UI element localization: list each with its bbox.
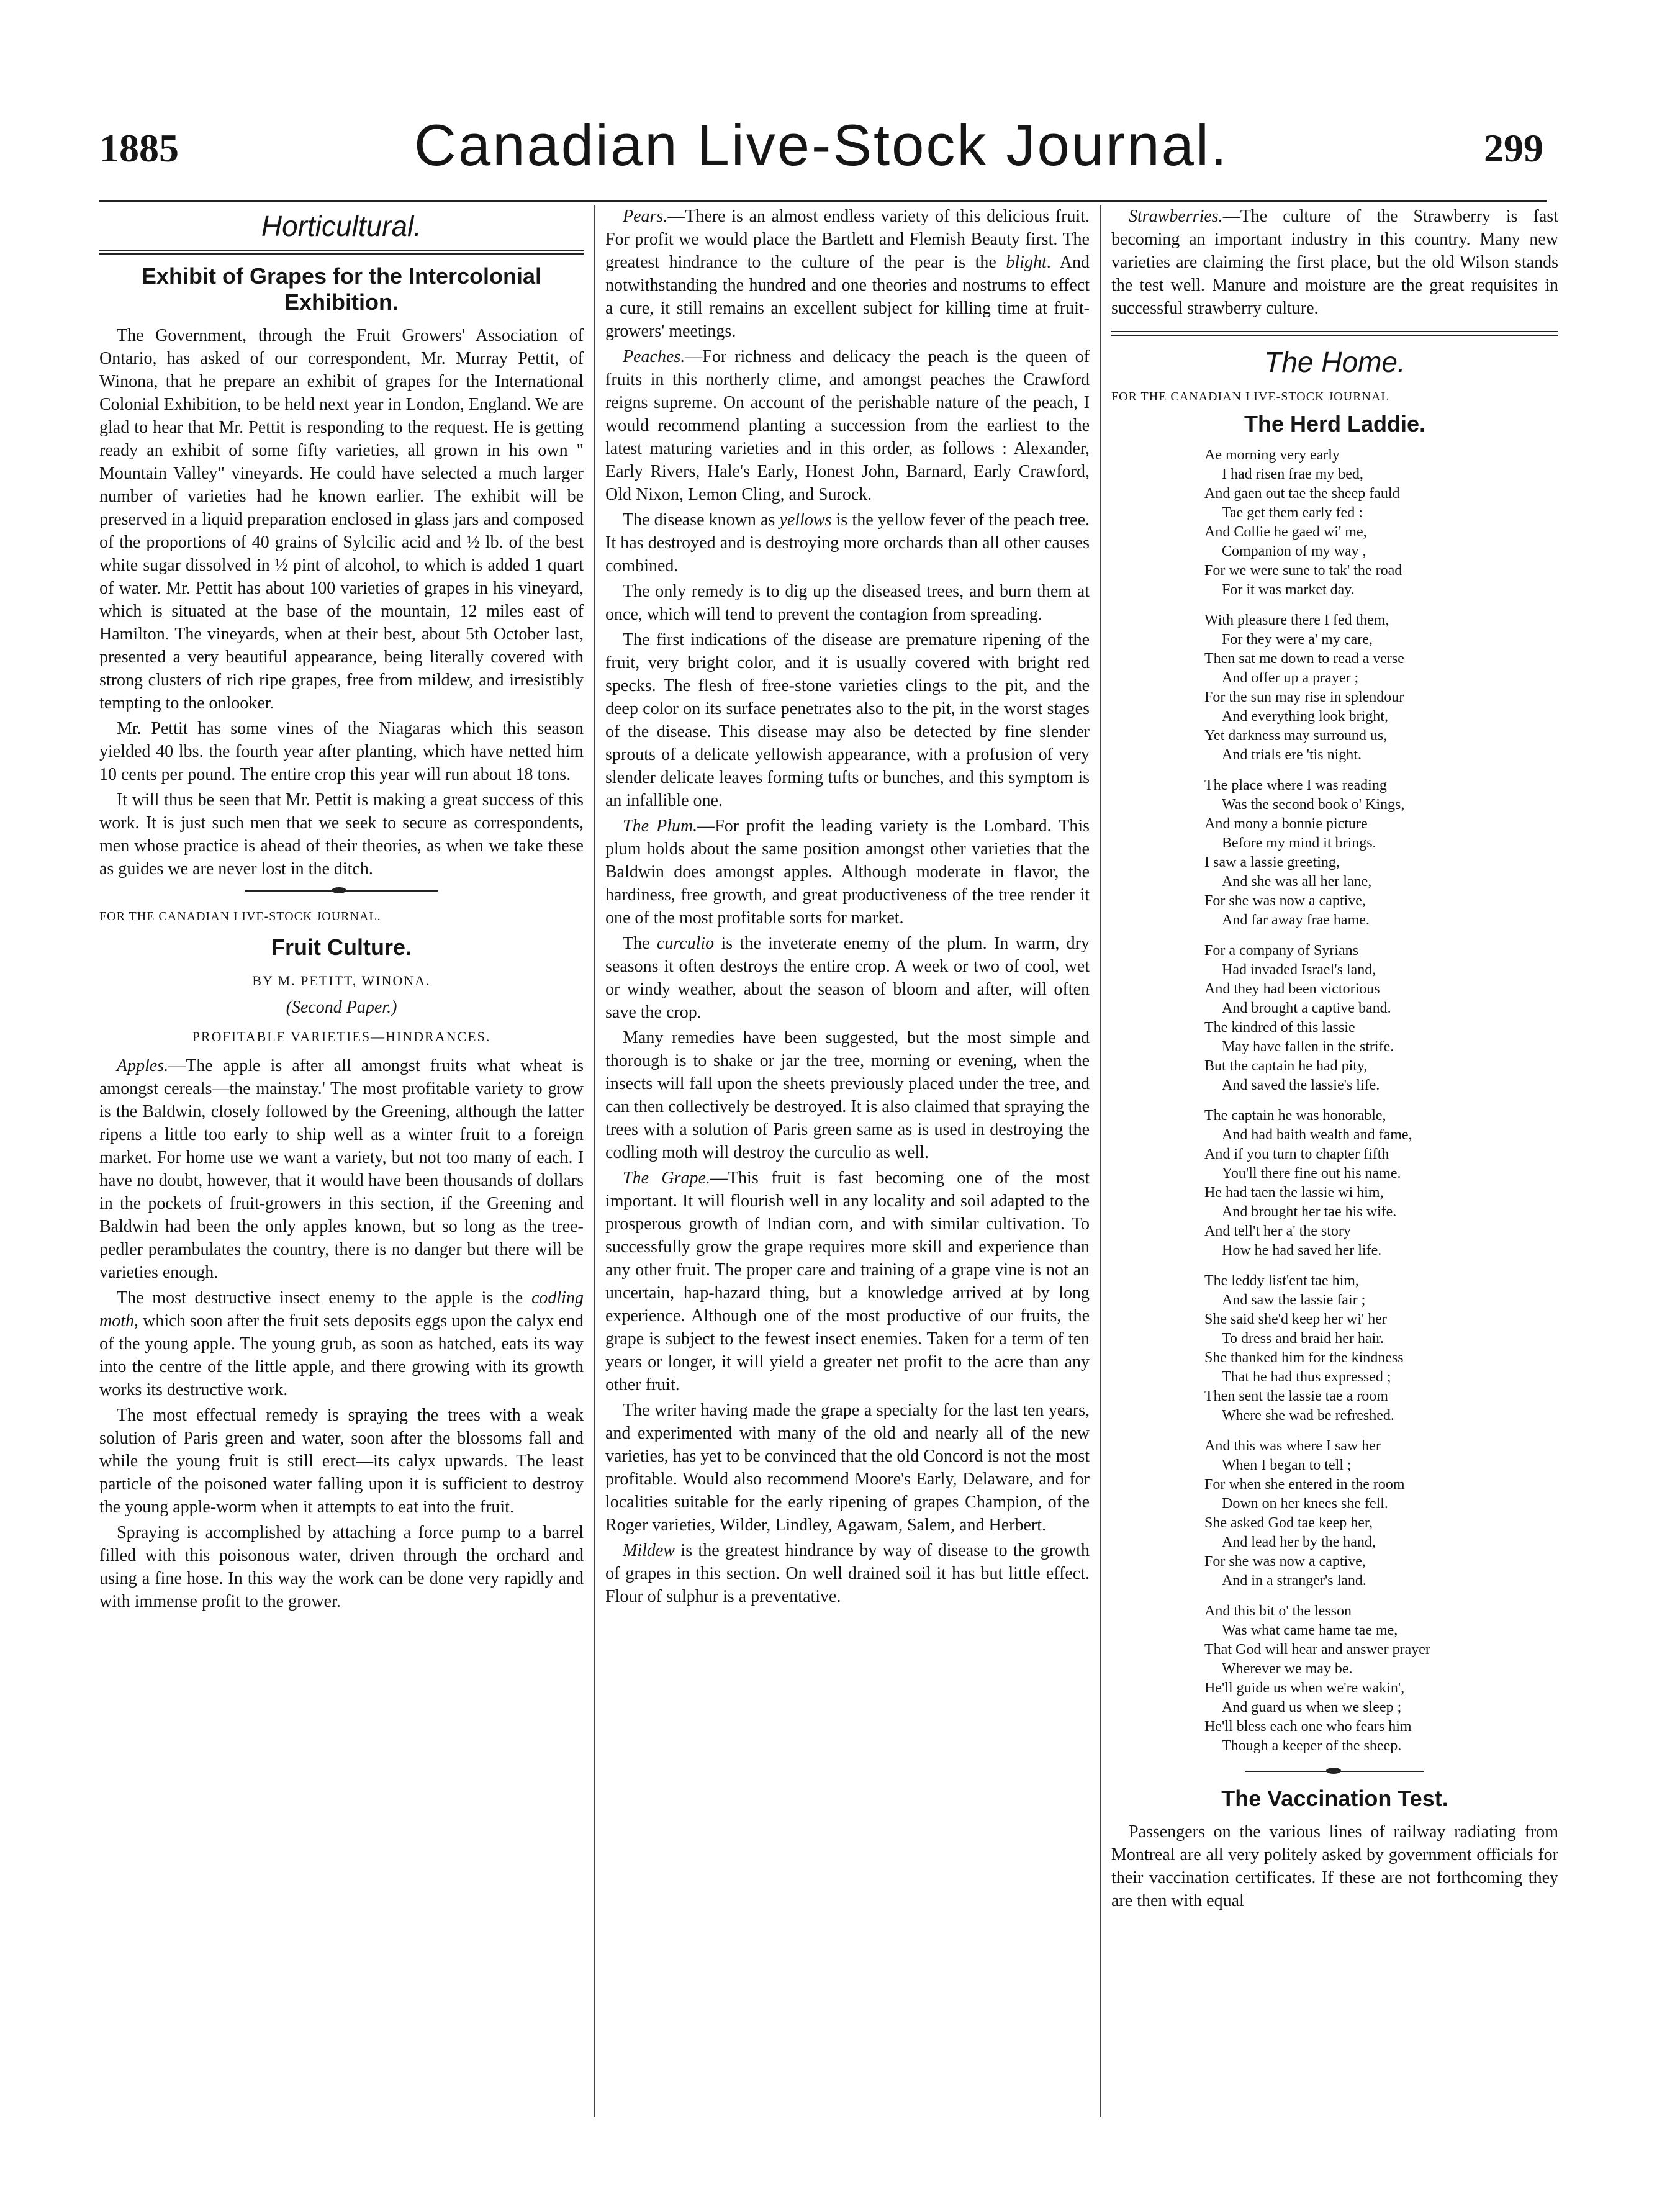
poem-line: And she was all her lane, xyxy=(1222,874,1372,890)
paragraph-text: The xyxy=(623,934,657,953)
poem-line: And this bit o' the lesson xyxy=(1204,1603,1352,1619)
poem-line: When I began to tell ; xyxy=(1222,1457,1352,1473)
paragraph-text: —The apple is after all amongst fruits what wheat is amongst cereals—the mainstay.' The most profitable variety to grow is the Baldwin, closely followed by the Greening, although the latter ripens a little too early to ship well as a winter fruit to a foreign market. For home use we want a variety, but not too many of each. I have no doubt, however, that it would have been thousands of dollars in the pockets of fruit-growers in this section, if the Greening and Baldwin had been the only apples known, but so long as the tree-pedler perambulates the country, there is no danger but there will be varieties enough. xyxy=(99,1056,584,1282)
paragraph-text: The disease known as xyxy=(623,510,780,530)
poem-line: Had invaded Israel's land, xyxy=(1222,962,1376,978)
poem-line: Down on her knees she fell. xyxy=(1222,1496,1388,1512)
inline-italic: yellows xyxy=(779,510,832,530)
paragraph-text: is the inveterate enemy of the plum. In warm, dry seasons it often destroys the entire crop. A week or two of cool, wet or windy weather, about the season of bloom and after, will often save the crop. xyxy=(605,934,1090,1022)
column-1 xyxy=(99,205,584,1615)
poem-stanza xyxy=(1204,776,1558,930)
poem-line: And brought her tae his wife. xyxy=(1222,1204,1397,1220)
poem-stanza xyxy=(1204,1106,1558,1260)
lead-label: Mildew xyxy=(623,1541,675,1560)
poem-line: And Collie he gaed wi' me, xyxy=(1204,524,1367,540)
poem-line: And trials ere 'tis night. xyxy=(1222,747,1362,763)
poem-line: She said she'd keep her wi' her xyxy=(1204,1311,1387,1327)
paragraph-text: is the greatest hindrance by way of disease to the growth of grapes in this section. On well drained soil it has but little effect. Flour of sulphur is a preventative. xyxy=(605,1541,1090,1606)
paragraph-strawberries xyxy=(1111,205,1558,320)
masthead xyxy=(99,93,1543,205)
paragraph-curculio xyxy=(605,932,1090,1024)
poem-line: For a company of Syrians xyxy=(1204,942,1358,959)
article-heading-fruit-culture: Fruit Culture. xyxy=(271,934,412,960)
poem-line: Companion of my way , xyxy=(1222,543,1366,559)
poem-line: For when she entered in the room xyxy=(1204,1476,1405,1493)
lead-label: Pears. xyxy=(623,207,668,226)
lead-label: Apples. xyxy=(117,1056,169,1075)
poem-line: Tae get them early fed : xyxy=(1222,505,1363,521)
poem-line: Then sat me down to read a verse xyxy=(1204,651,1404,667)
poem-line: To dress and braid her hair. xyxy=(1222,1331,1384,1347)
poem-line: The captain he was honorable, xyxy=(1204,1108,1386,1124)
poem-body xyxy=(1204,446,1558,1756)
inline-italic: curculio xyxy=(656,934,715,953)
paragraph-text: is the yellow fever of the peach tree. It has destroyed and is destroying more orchards than all other causes combined. xyxy=(605,510,1090,576)
poem-line: Wherever we may be. xyxy=(1222,1661,1353,1677)
poem-line: Then sent the lassie tae a room xyxy=(1204,1388,1388,1404)
section-rule xyxy=(99,250,584,255)
poem-stanza xyxy=(1204,1602,1558,1756)
paragraph-yellows xyxy=(605,508,1090,577)
paragraph-peaches xyxy=(605,345,1090,506)
paragraph-plum xyxy=(605,815,1090,929)
paragraph-pears xyxy=(605,205,1090,343)
poem-line: And mony a bonnie picture xyxy=(1204,816,1368,832)
poem-line: How he had saved her life. xyxy=(1222,1242,1382,1258)
paragraph-text: , which soon after the fruit sets deposits eggs upon the calyx end of the young apple. The young grub, as soon as hatched, eats its way into the centre of the little apple, and there growing with its growth works its destructive work. xyxy=(99,1311,584,1399)
poem-line: Ae morning very early xyxy=(1204,447,1340,463)
paragraph: Spraying is accomplished by attaching a force pump to a barrel filled with this poisonous water, driven through the orchard and using a fine hose. In this way the work can be done very rapidly and with immense profit to the grower. xyxy=(99,1523,584,1611)
poem-line: Though a keeper of the sheep. xyxy=(1222,1738,1402,1754)
poem-line: For it was market day. xyxy=(1222,582,1355,598)
ornament-divider xyxy=(99,887,584,895)
article-subtitle: (Second Paper.) xyxy=(286,998,397,1017)
paragraph-text: —For profit the leading variety is the Lombard. This plum holds about the same position amongst other varieties that the Baldwin does amongst apples. Although moderate in flavor, the hardiness, free growth, and great productiveness of the tree render it one of the most profitable sorts for market. xyxy=(605,816,1090,928)
poem-line: The kindred of this lassie xyxy=(1204,1019,1355,1036)
article-credit: FOR THE CANADIAN LIVE-STOCK JOURNAL. xyxy=(99,910,381,923)
lead-label: The Grape. xyxy=(623,1168,710,1188)
section-title-home: The Home. xyxy=(1264,346,1406,378)
poem-line: And if you turn to chapter fifth xyxy=(1204,1146,1389,1162)
column-2 xyxy=(605,205,1090,1611)
inline-italic: codling moth xyxy=(99,1288,584,1331)
lead-label: Peaches. xyxy=(623,347,685,366)
poem-line: Where she wad be refreshed. xyxy=(1222,1408,1394,1424)
issue-year: 1885 xyxy=(99,126,179,170)
paragraph: The only remedy is to dig up the diseased trees, and burn them at once, which will tend to prevent the contagion from spreading. xyxy=(605,582,1090,624)
poem-line: And offer up a prayer ; xyxy=(1222,670,1359,686)
poem-line: I had risen frae my bed, xyxy=(1222,466,1363,482)
poem-line: And brought a captive band. xyxy=(1222,1000,1391,1016)
poem-stanza xyxy=(1204,941,1558,1095)
poem-line: With pleasure there I fed them, xyxy=(1204,612,1389,628)
poem-line: And gaen out tae the sheep fauld xyxy=(1204,486,1400,502)
paragraph: The first indications of the disease are premature ripening of the fruit, very bright color, and it is usually covered with bright red specks. The flesh of free-stone varieties clings to the pit, and the deep color on its surface penetrates also to the pit, in the worst stages of the disease. This disease may also be detected by fine slender sprouts of a delicate yellowish appearance, with a profusion of very slender delicate leaves forming tufts or bunches, and this symptom is an infallible one. xyxy=(605,630,1090,810)
poem-credit: FOR THE CANADIAN LIVE-STOCK JOURNAL xyxy=(1111,390,1389,404)
poem-line: And everything look bright, xyxy=(1222,708,1388,725)
paragraph-text: —For richness and delicacy the peach is the queen of fruits in this northerly clime, and amongst peaches the Crawford reigns supreme. On account of the perishable nature of the peach, I would recommend planting a succession from the earliest to the latest maturing varieties and in this order, as follows : Alexander, Early Rivers, Hale's Early, Honest John, Barnard, Early Crawford, Old Nixon, Lemon Cling, and Surock. xyxy=(605,347,1090,504)
paragraph: Passengers on the various lines of railway radiating from Montreal are all very politely asked by government officials for their vaccination certificates. If these are not forthcoming they are then with equal xyxy=(1111,1822,1558,1910)
poem-line: Yet darkness may surround us, xyxy=(1204,728,1388,744)
poem-line: May have fallen in the strife. xyxy=(1222,1039,1394,1055)
paragraph-text: —The culture of the Strawberry is fast becoming an important industry in this country. Many new varieties are claiming the first place, but the old Wilson stands the test well. Manure and moisture are the great requisites in successful strawberry culture. xyxy=(1111,207,1558,318)
section-rule xyxy=(1111,331,1558,336)
poem-line: He'll guide us when we're wakin', xyxy=(1204,1680,1405,1696)
article-subhead: PROFITABLE VARIETIES—HINDRANCES. xyxy=(192,1029,491,1044)
poem-stanza xyxy=(1204,446,1558,600)
column-divider-2 xyxy=(1100,205,1101,2117)
poem-line: The place where I was reading xyxy=(1204,777,1387,793)
poem-line: He had taen the lassie wi him, xyxy=(1204,1185,1384,1201)
poem-line: For we were sune to tak' the road xyxy=(1204,563,1402,579)
article-heading-vaccination: The Vaccination Test. xyxy=(1221,1786,1448,1811)
poem-line: I saw a lassie greeting, xyxy=(1204,854,1340,870)
poem-line: That God will hear and answer prayer xyxy=(1204,1642,1430,1658)
article-heading-grapes-exhibit: Exhibit of Grapes for the Intercolonial Exhibition. xyxy=(141,263,542,315)
poem-line: For the sun may rise in splendour xyxy=(1204,689,1404,705)
paragraph-grape xyxy=(605,1167,1090,1396)
paragraph: The Government, through the Fruit Growers' Association of Ontario, has asked of our correspondent, Mr. Murray Pettit, of Winona, that he prepare an exhibit of grapes for the International Colonial Exhibition, to be held next year in London, England. We are glad to hear that Mr. Pettit is responding to the request. He is getting ready an exhibit of some fifty varieties, all grown in his own " Mountain Valley" vineyards. He could have selected a much larger number of varieties had he known earlier. The exhibit will be preserved in a liquid preparation enclosed in glass jars and composed of the proportions of 40 grains of Sylcilic acid and ½ lb. of the best white sugar dissolved in ½ pint of alcohol, to which is added 1 quart of water. Mr. Pettit has about 100 varieties of grapes in his vineyard, which is situated at the base of the mountain, 12 miles east of Hamilton. The vineyards, when at their best, about 5th October last, presented a very beautiful appearance, being literally covered with strong clusters of rich ripe grapes, free from mildew, and irresistibly tempting to the onlooker. xyxy=(99,326,584,713)
poem-stanza xyxy=(1204,1272,1558,1426)
paragraph-apples xyxy=(99,1054,584,1284)
paragraph: It will thus be seen that Mr. Pettit is making a great success of this work. It is just such men that we seek to secure as correspondents, men whose practice is ahead of their theories, as when we take these as guides we are never lost in the ditch. xyxy=(99,790,584,879)
masthead-rule xyxy=(99,200,1547,202)
paragraph: The writer having made the grape a specialty for the last ten years, and experimented with many of the old and nearly all of the new varieties, has yet to be convinced that the old Concord is not the most profitable. Would also recommend Moore's Early, Delaware, and for localities suitable for the early ripening of grapes Champion, of the Roger varieties, Wilder, Lindley, Agawam, Salem, and Herbert. xyxy=(605,1401,1090,1535)
poem-line: And saved the lassie's life. xyxy=(1222,1077,1380,1093)
lead-label: Strawberries. xyxy=(1129,207,1223,226)
poem-line: And guard us when we sleep ; xyxy=(1222,1699,1402,1715)
poem-line: The leddy list'ent tae him, xyxy=(1204,1273,1359,1289)
poem-line: And they had been victorious xyxy=(1204,981,1380,997)
paragraph-text: —There is an almost endless variety of this delicious fruit. For profit we would place the Bartlett and Flemish Beauty first. The greatest hindrance to the culture of the pear is the xyxy=(605,207,1090,272)
column-3 xyxy=(1111,205,1558,1915)
poem-line: And saw the lassie fair ; xyxy=(1222,1292,1366,1308)
paragraph: The most effectual remedy is spraying the trees with a weak solution of Paris green and water, soon after the blossoms fall and while the young fruit is still erect—its calyx upwards. The least particle of the poisoned water falling upon it is sufficient to destroy the young apple-worm when it attempts to eat into the fruit. xyxy=(99,1406,584,1517)
paragraph: Many remedies have been suggested, but the most simple and thorough is to shake or jar the tree, morning or evening, when the insects will fall upon the sheets previously placed under the tree, and can then collectively be destroyed. It is also claimed that spraying the trees with a solution of Paris green same as is used in destroying the codling moth will destroy the curculio as well. xyxy=(605,1028,1090,1162)
article-byline: BY M. PETITT, WINONA. xyxy=(252,973,431,988)
poem-line: For she was now a captive, xyxy=(1204,893,1366,909)
poem-line: She asked God tae keep her, xyxy=(1204,1515,1373,1531)
poem-line: And in a stranger's land. xyxy=(1222,1573,1366,1589)
poem-line: And lead her by the hand, xyxy=(1222,1534,1376,1550)
poem-stanza xyxy=(1204,611,1558,765)
paragraph-text: . And notwithstanding the hundred and one theories and nostrums to effect a cure, it still remains an excellent subject for killing time at fruit-growers' meetings. xyxy=(605,253,1090,341)
paragraph-text: —This fruit is fast becoming one of the most important. It will flourish well in any locality and soil adapted to the prosperous growth of Indian corn, and with similar cultivation. To successfully grow the grape requires more skill and experience than any other fruit. The proper care and training of a grape vine is not an uncertain, hap-hazard thing, but a knowledge arrived at by long experience. Although one of the most productive of our fruits, the grape is subject to the fewest insect enemies. Taken for a term of ten years or longer, it will yield a greater net profit to the acre than any other fruit. xyxy=(605,1168,1090,1394)
poem-line: And tell't her a' the story xyxy=(1204,1223,1351,1239)
poem-line: For she was now a captive, xyxy=(1204,1553,1366,1570)
paragraph-text: The most destructive insect enemy to the apple is the xyxy=(117,1288,531,1308)
poem-line: And had baith wealth and fame, xyxy=(1222,1127,1412,1143)
page-number: 299 xyxy=(1484,126,1543,170)
poem-line: For they were a' my care, xyxy=(1222,631,1373,648)
poem-stanza xyxy=(1204,1437,1558,1591)
poem-line: Before my mind it brings. xyxy=(1222,835,1376,851)
poem-line: And this was where I saw her xyxy=(1204,1438,1381,1454)
poem-line: He'll bless each one who fears him xyxy=(1204,1719,1412,1735)
poem-heading: The Herd Laddie. xyxy=(1244,411,1426,436)
poem-line: But the captain he had pity, xyxy=(1204,1058,1368,1074)
poem-line: Was the second book o' Kings, xyxy=(1222,797,1405,813)
lead-label: The Plum. xyxy=(623,816,698,836)
journal-title: Canadian Live-Stock Journal. xyxy=(414,112,1229,178)
inline-italic: blight xyxy=(1006,253,1047,272)
poem-line: You'll there fine out his name. xyxy=(1222,1165,1401,1182)
ornament-divider xyxy=(1111,1767,1558,1776)
paragraph-mildew xyxy=(605,1539,1090,1608)
poem-line: And far away frae hame. xyxy=(1222,912,1370,928)
poem-line: She thanked him for the kindness xyxy=(1204,1350,1404,1366)
column-divider-1 xyxy=(594,205,595,2117)
poem-line: That he had thus expressed ; xyxy=(1222,1369,1391,1385)
paragraph-codling-moth xyxy=(99,1286,584,1401)
poem-line: Was what came hame tae me, xyxy=(1222,1622,1398,1638)
section-title-horticultural: Horticultural. xyxy=(261,210,422,242)
paragraph: Mr. Pettit has some vines of the Niagaras which this season yielded 40 lbs. the fourth year after planting, which have netted him 10 cents per pound. The entire crop this year will run about 18 tons. xyxy=(99,719,584,784)
